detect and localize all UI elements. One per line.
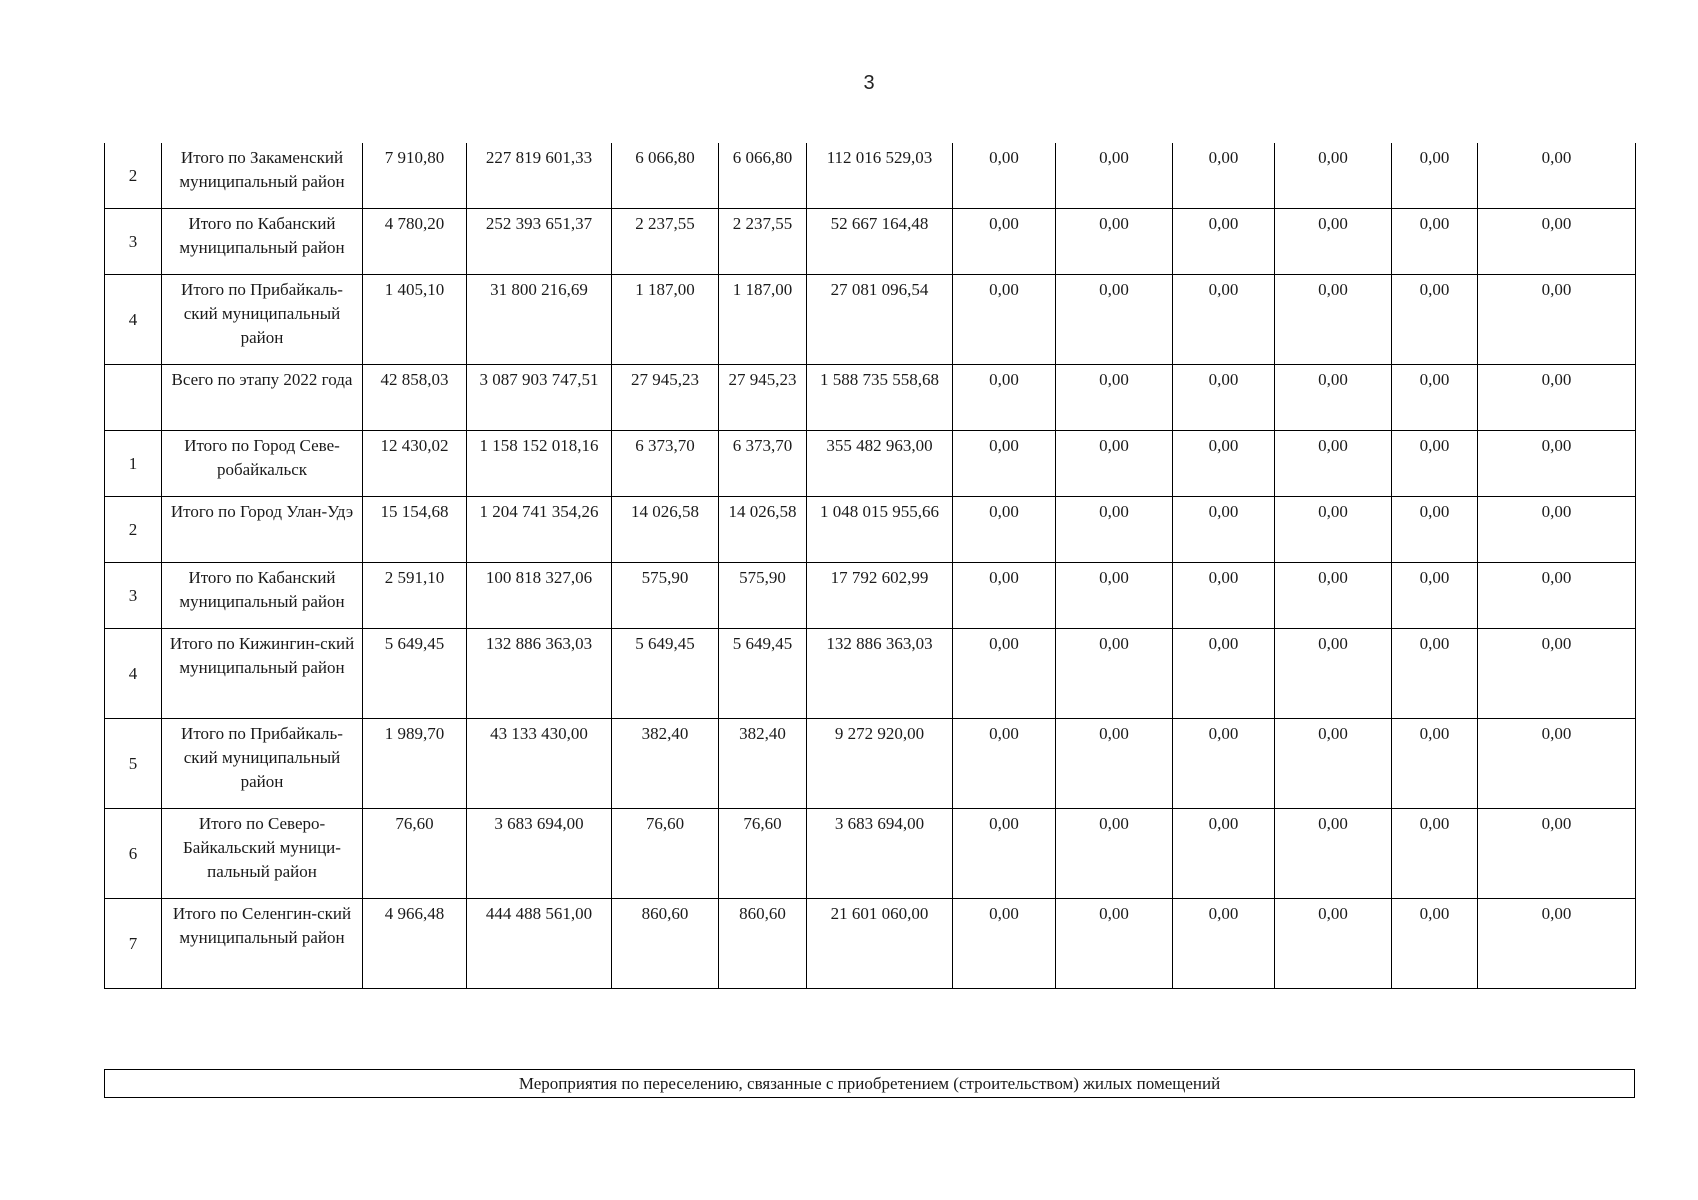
cell: 0,00 [1173,209,1275,275]
cell: 0,00 [1056,563,1173,629]
cell: 0,00 [1275,809,1392,899]
cell: 0,00 [1275,431,1392,497]
cell: 0,00 [1173,563,1275,629]
cell: 76,60 [719,809,807,899]
cell: 0,00 [1056,809,1173,899]
row-number: 7 [105,899,162,989]
cell: 575,90 [612,563,719,629]
cell: 0,00 [1275,899,1392,989]
row-number [105,365,162,431]
cell: 0,00 [953,629,1056,719]
cell: 0,00 [953,719,1056,809]
cell: 0,00 [1478,497,1636,563]
cell: 1 588 735 558,68 [807,365,953,431]
row-name: Итого по Кабанский муниципальный район [162,209,363,275]
cell: 6 066,80 [719,143,807,209]
cell: 7 910,80 [363,143,467,209]
cell: 0,00 [1056,497,1173,563]
cell: 0,00 [1275,365,1392,431]
table-row [105,431,1636,497]
row-name: Итого по Селенгин-ский муниципальный район [162,899,363,989]
cell: 0,00 [953,497,1056,563]
cell: 1 048 015 955,66 [807,497,953,563]
cell: 12 430,02 [363,431,467,497]
cell: 9 272 920,00 [807,719,953,809]
cell: 0,00 [1173,629,1275,719]
cell: 1 187,00 [612,275,719,365]
cell: 0,00 [1478,431,1636,497]
cell: 0,00 [1392,497,1478,563]
row-number: 2 [105,497,162,563]
cell: 0,00 [1275,497,1392,563]
cell: 0,00 [1173,809,1275,899]
table-row [105,275,1636,365]
cell: 76,60 [612,809,719,899]
cell: 21 601 060,00 [807,899,953,989]
row-number: 3 [105,209,162,275]
cell: 355 482 963,00 [807,431,953,497]
cell: 0,00 [1173,365,1275,431]
cell: 0,00 [1173,275,1275,365]
cell: 0,00 [953,809,1056,899]
cell: 0,00 [1056,899,1173,989]
table-row [105,209,1636,275]
cell: 860,60 [719,899,807,989]
cell: 0,00 [1478,365,1636,431]
cell: 0,00 [1275,209,1392,275]
cell: 3 683 694,00 [467,809,612,899]
cell: 6 373,70 [719,431,807,497]
row-number: 1 [105,431,162,497]
cell: 0,00 [1392,275,1478,365]
row-number: 2 [105,143,162,209]
cell: 0,00 [1392,143,1478,209]
cell: 6 066,80 [612,143,719,209]
cell: 3 683 694,00 [807,809,953,899]
table-row [105,899,1636,989]
row-name: Итого по Город Улан-Удэ [162,497,363,563]
cell: 132 886 363,03 [467,629,612,719]
cell: 1 989,70 [363,719,467,809]
row-name: Итого по Кижингин-ский муниципальный район [162,629,363,719]
cell: 17 792 602,99 [807,563,953,629]
page-number: 3 [863,72,875,94]
cell: 0,00 [1392,809,1478,899]
cell: 5 649,45 [719,629,807,719]
cell: 6 373,70 [612,431,719,497]
cell: 575,90 [719,563,807,629]
cell: 0,00 [1173,431,1275,497]
row-number: 4 [105,275,162,365]
table-row [105,365,1636,431]
cell: 0,00 [953,209,1056,275]
cell: 0,00 [1056,209,1173,275]
cell: 0,00 [1478,209,1636,275]
cell: 1 204 741 354,26 [467,497,612,563]
cell: 0,00 [1478,563,1636,629]
cell: 4 966,48 [363,899,467,989]
row-number: 3 [105,563,162,629]
table-row [105,143,1636,209]
cell: 860,60 [612,899,719,989]
cell: 0,00 [1478,809,1636,899]
row-name: Итого по Прибайкаль-ский муниципальный район [162,275,363,365]
cell: 0,00 [953,143,1056,209]
cell: 0,00 [1056,431,1173,497]
cell: 0,00 [953,365,1056,431]
cell: 0,00 [1392,719,1478,809]
cell: 0,00 [953,275,1056,365]
row-number: 5 [105,719,162,809]
cell: 444 488 561,00 [467,899,612,989]
table-row [105,563,1636,629]
cell: 112 016 529,03 [807,143,953,209]
table-row [105,629,1636,719]
cell: 0,00 [1056,629,1173,719]
cell: 0,00 [1173,497,1275,563]
row-name: Итого по Прибайкаль-ский муниципальный район [162,719,363,809]
cell: 76,60 [363,809,467,899]
cell: 227 819 601,33 [467,143,612,209]
table-row [105,719,1636,809]
cell: 1 187,00 [719,275,807,365]
cell: 4 780,20 [363,209,467,275]
cell: 0,00 [1392,431,1478,497]
cell: 0,00 [1275,275,1392,365]
row-name: Итого по Город Севе-робайкальск [162,431,363,497]
cell: 0,00 [1478,143,1636,209]
cell: 0,00 [1056,275,1173,365]
cell: 2 237,55 [719,209,807,275]
row-number: 6 [105,809,162,899]
row-name: Всего по этапу 2022 года [162,365,363,431]
row-name: Итого по Кабанский муниципальный район [162,563,363,629]
cell: 14 026,58 [719,497,807,563]
section-title-box: Мероприятия по переселению, связанные с приобретением (строительством) жилых помещений [104,1069,1635,1098]
cell: 0,00 [1275,629,1392,719]
cell: 3 087 903 747,51 [467,365,612,431]
cell: 0,00 [1173,719,1275,809]
cell: 27 081 096,54 [807,275,953,365]
cell: 0,00 [1173,899,1275,989]
cell: 0,00 [1056,719,1173,809]
cell: 0,00 [1056,365,1173,431]
cell: 0,00 [953,563,1056,629]
cell: 0,00 [1478,629,1636,719]
cell: 5 649,45 [363,629,467,719]
cell: 0,00 [1392,629,1478,719]
row-name: Итого по Северо-Байкальский муници-пальный район [162,809,363,899]
cell: 27 945,23 [719,365,807,431]
cell: 42 858,03 [363,365,467,431]
cell: 43 133 430,00 [467,719,612,809]
cell: 52 667 164,48 [807,209,953,275]
cell: 100 818 327,06 [467,563,612,629]
cell: 1 405,10 [363,275,467,365]
cell: 0,00 [1173,143,1275,209]
cell: 0,00 [1392,365,1478,431]
cell: 0,00 [1056,143,1173,209]
cell: 1 158 152 018,16 [467,431,612,497]
resettlement-data-table [104,143,1636,989]
cell: 0,00 [1275,719,1392,809]
table-row [105,809,1636,899]
table-row [105,497,1636,563]
cell: 0,00 [1392,209,1478,275]
cell: 0,00 [1392,899,1478,989]
cell: 0,00 [1478,719,1636,809]
cell: 0,00 [1478,275,1636,365]
cell: 27 945,23 [612,365,719,431]
cell: 132 886 363,03 [807,629,953,719]
cell: 31 800 216,69 [467,275,612,365]
cell: 252 393 651,37 [467,209,612,275]
cell: 15 154,68 [363,497,467,563]
cell: 382,40 [612,719,719,809]
cell: 0,00 [1392,563,1478,629]
cell: 2 237,55 [612,209,719,275]
cell: 0,00 [953,899,1056,989]
cell: 0,00 [1275,143,1392,209]
row-name: Итого по Закаменский муниципальный район [162,143,363,209]
row-number: 4 [105,629,162,719]
cell: 5 649,45 [612,629,719,719]
cell: 14 026,58 [612,497,719,563]
cell: 2 591,10 [363,563,467,629]
cell: 0,00 [1478,899,1636,989]
cell: 0,00 [953,431,1056,497]
cell: 0,00 [1275,563,1392,629]
cell: 382,40 [719,719,807,809]
